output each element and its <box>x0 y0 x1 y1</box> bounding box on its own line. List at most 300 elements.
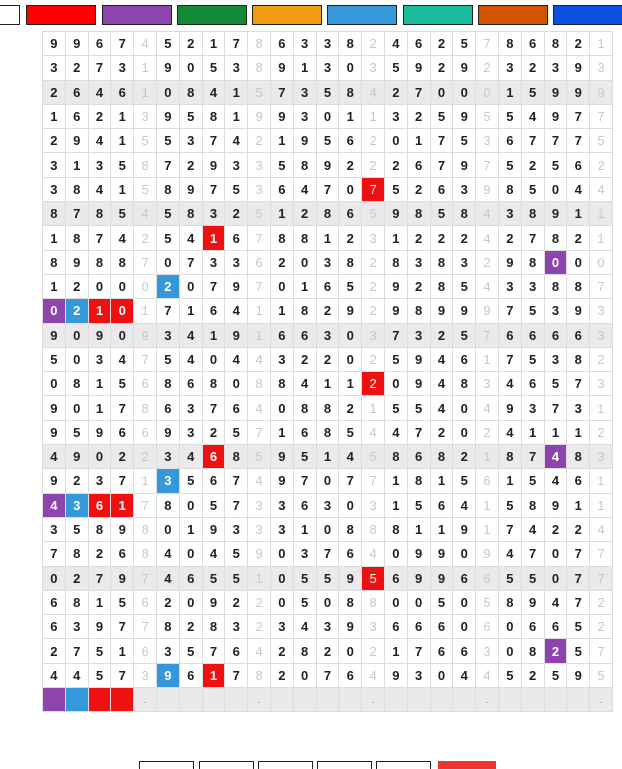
digit-cell[interactable]: 8 <box>65 542 88 566</box>
page-button-4[interactable] <box>317 761 372 769</box>
color-swatch-5[interactable] <box>327 5 397 25</box>
digit-cell[interactable]: 8 <box>430 445 453 469</box>
digit-cell[interactable]: 8 <box>567 347 590 371</box>
digit-cell[interactable]: 6 <box>339 202 362 226</box>
digit-cell[interactable]: 0 <box>339 639 362 663</box>
digit-cell[interactable]: 2 <box>430 32 453 56</box>
digit-cell[interactable]: 3 <box>407 323 430 347</box>
digit-cell[interactable]: 1 <box>179 299 202 323</box>
digit-cell[interactable]: 3 <box>567 396 590 420</box>
separator-cell[interactable]: 1 <box>590 32 613 56</box>
digit-cell[interactable]: 8 <box>270 372 293 396</box>
digit-cell[interactable]: 3 <box>521 274 544 298</box>
digit-cell[interactable]: 5 <box>453 274 476 298</box>
digit-cell[interactable]: 9 <box>567 80 590 104</box>
digit-cell[interactable]: 4 <box>544 445 567 469</box>
separator-cell[interactable]: 2 <box>362 639 385 663</box>
digit-cell[interactable]: 4 <box>384 420 407 444</box>
digit-cell[interactable]: 3 <box>179 129 202 153</box>
digit-cell[interactable]: 9 <box>43 323 66 347</box>
separator-cell[interactable]: 9 <box>248 104 271 128</box>
separator-cell[interactable]: 3 <box>590 372 613 396</box>
separator-cell[interactable]: 6 <box>134 639 157 663</box>
digit-cell[interactable]: 9 <box>544 493 567 517</box>
digit-cell[interactable]: 4 <box>43 445 66 469</box>
digit-cell[interactable]: 0 <box>43 299 66 323</box>
digit-cell[interactable]: 0 <box>202 347 225 371</box>
digit-cell[interactable]: 7 <box>567 566 590 590</box>
digit-cell[interactable]: 7 <box>156 299 179 323</box>
separator-cell[interactable]: 4 <box>248 347 271 371</box>
digit-cell[interactable]: 3 <box>316 32 339 56</box>
separator-cell[interactable]: 4 <box>362 663 385 687</box>
digit-cell[interactable]: 6 <box>179 663 202 687</box>
digit-cell[interactable]: 5 <box>225 177 248 201</box>
digit-cell[interactable]: 6 <box>111 80 134 104</box>
digit-cell[interactable]: 8 <box>43 250 66 274</box>
separator-cell[interactable]: 1 <box>590 396 613 420</box>
digit-cell[interactable]: 0 <box>293 250 316 274</box>
digit-cell[interactable]: 4 <box>430 396 453 420</box>
separator-cell[interactable]: 7 <box>590 542 613 566</box>
digit-cell[interactable]: 4 <box>339 445 362 469</box>
digit-cell[interactable]: 5 <box>202 56 225 80</box>
digit-cell[interactable]: 5 <box>316 566 339 590</box>
digit-cell[interactable]: 6 <box>339 542 362 566</box>
digit-cell[interactable]: 5 <box>111 372 134 396</box>
digit-cell[interactable]: 9 <box>339 299 362 323</box>
digit-cell[interactable]: 5 <box>498 663 521 687</box>
separator-cell[interactable]: 7 <box>248 274 271 298</box>
digit-cell[interactable]: 7 <box>202 639 225 663</box>
digit-cell[interactable]: 1 <box>316 226 339 250</box>
separator-cell[interactable]: 3 <box>590 299 613 323</box>
digit-cell[interactable]: 2 <box>430 420 453 444</box>
digit-cell[interactable]: 2 <box>43 639 66 663</box>
digit-cell[interactable]: 9 <box>430 299 453 323</box>
digit-cell[interactable]: 0 <box>43 566 66 590</box>
separator-cell[interactable]: 2 <box>134 226 157 250</box>
digit-cell[interactable]: 0 <box>384 372 407 396</box>
digit-cell[interactable]: 3 <box>156 445 179 469</box>
digit-cell[interactable]: 1 <box>270 202 293 226</box>
digit-cell[interactable]: 2 <box>270 639 293 663</box>
separator-cell[interactable]: 7 <box>590 566 613 590</box>
separator-cell[interactable]: 7 <box>476 323 499 347</box>
separator-cell[interactable]: 3 <box>590 56 613 80</box>
separator-cell[interactable]: 4 <box>362 80 385 104</box>
separator-cell[interactable]: 4 <box>590 517 613 541</box>
separator-cell[interactable]: 0 <box>590 250 613 274</box>
digit-cell[interactable]: 8 <box>430 250 453 274</box>
digit-cell[interactable]: 4 <box>225 129 248 153</box>
separator-cell[interactable]: 8 <box>248 32 271 56</box>
digit-cell[interactable]: 0 <box>544 177 567 201</box>
digit-cell[interactable]: 9 <box>498 250 521 274</box>
color-swatch-4[interactable] <box>252 5 322 25</box>
digit-cell[interactable]: 9 <box>156 420 179 444</box>
digit-cell[interactable]: 6 <box>430 493 453 517</box>
digit-cell[interactable]: 2 <box>202 420 225 444</box>
separator-cell[interactable]: 0 <box>134 274 157 298</box>
digit-cell[interactable]: 7 <box>407 639 430 663</box>
digit-cell[interactable]: 0 <box>111 299 134 323</box>
digit-cell[interactable]: 1 <box>202 226 225 250</box>
digit-cell[interactable]: 1 <box>407 129 430 153</box>
digit-cell[interactable]: 7 <box>270 80 293 104</box>
separator-cell[interactable]: 1 <box>476 445 499 469</box>
separator-cell[interactable]: 1 <box>134 56 157 80</box>
separator-cell[interactable]: 2 <box>476 56 499 80</box>
digit-cell[interactable]: 8 <box>293 153 316 177</box>
digit-cell[interactable]: 8 <box>384 445 407 469</box>
digit-cell[interactable]: 1 <box>202 663 225 687</box>
separator-cell[interactable]: 9 <box>134 323 157 347</box>
digit-cell[interactable]: 8 <box>65 372 88 396</box>
digit-cell[interactable]: 2 <box>316 347 339 371</box>
digit-cell[interactable]: 3 <box>43 177 66 201</box>
digit-cell[interactable]: 0 <box>453 542 476 566</box>
digit-cell[interactable]: 7 <box>225 663 248 687</box>
digit-cell[interactable]: 5 <box>88 639 111 663</box>
digit-cell[interactable]: 3 <box>407 663 430 687</box>
separator-cell[interactable]: 2 <box>362 299 385 323</box>
digit-cell[interactable]: 7 <box>156 153 179 177</box>
action-button[interactable] <box>438 761 496 769</box>
digit-cell[interactable]: 5 <box>293 590 316 614</box>
digit-cell[interactable]: 9 <box>270 56 293 80</box>
digit-cell[interactable]: 8 <box>88 202 111 226</box>
digit-cell[interactable]: 2 <box>65 566 88 590</box>
digit-cell[interactable]: 9 <box>384 299 407 323</box>
separator-cell[interactable]: 3 <box>362 493 385 517</box>
digit-cell[interactable]: 6 <box>453 566 476 590</box>
digit-cell[interactable]: 3 <box>65 493 88 517</box>
digit-cell[interactable]: 1 <box>202 323 225 347</box>
digit-cell[interactable]: 2 <box>339 226 362 250</box>
digit-cell[interactable]: 0 <box>270 590 293 614</box>
digit-cell[interactable]: 0 <box>156 80 179 104</box>
digit-cell[interactable]: 2 <box>225 590 248 614</box>
digit-cell[interactable]: 9 <box>65 32 88 56</box>
digit-cell[interactable]: 1 <box>88 590 111 614</box>
digit-cell[interactable]: 2 <box>293 347 316 371</box>
digit-cell[interactable]: 6 <box>407 445 430 469</box>
separator-cell[interactable]: 1 <box>134 469 157 493</box>
separator-cell[interactable]: 8 <box>134 542 157 566</box>
digit-cell[interactable]: 3 <box>293 32 316 56</box>
separator-cell[interactable]: 5 <box>362 445 385 469</box>
digit-cell[interactable]: 3 <box>88 469 111 493</box>
digit-cell[interactable]: 2 <box>225 202 248 226</box>
digit-cell[interactable] <box>316 688 339 712</box>
digit-cell[interactable]: 0 <box>453 396 476 420</box>
digit-cell[interactable]: 1 <box>293 274 316 298</box>
digit-cell[interactable]: 6 <box>270 323 293 347</box>
digit-cell[interactable]: 5 <box>179 639 202 663</box>
digit-cell[interactable]: 6 <box>65 80 88 104</box>
digit-cell[interactable]: 4 <box>88 129 111 153</box>
digit-cell[interactable]: 9 <box>339 615 362 639</box>
digit-cell[interactable] <box>225 688 248 712</box>
digit-cell[interactable]: 4 <box>88 177 111 201</box>
digit-cell[interactable]: 0 <box>179 493 202 517</box>
digit-cell[interactable]: 0 <box>453 420 476 444</box>
digit-cell[interactable]: 9 <box>567 299 590 323</box>
separator-cell[interactable]: 7 <box>476 153 499 177</box>
digit-cell[interactable]: 5 <box>384 56 407 80</box>
digit-cell[interactable]: 7 <box>544 129 567 153</box>
digit-cell[interactable] <box>156 688 179 712</box>
digit-cell[interactable]: 5 <box>111 153 134 177</box>
digit-cell[interactable]: 8 <box>156 493 179 517</box>
separator-cell[interactable]: 3 <box>134 663 157 687</box>
separator-cell[interactable]: 6 <box>248 250 271 274</box>
digit-cell[interactable]: 3 <box>225 615 248 639</box>
digit-cell[interactable]: 3 <box>43 153 66 177</box>
digit-cell[interactable]: 7 <box>521 542 544 566</box>
separator-cell[interactable]: 7 <box>248 420 271 444</box>
separator-cell[interactable]: 7 <box>134 250 157 274</box>
digit-cell[interactable] <box>407 688 430 712</box>
separator-cell[interactable]: 3 <box>590 445 613 469</box>
separator-cell[interactable]: 1 <box>362 104 385 128</box>
digit-cell[interactable] <box>179 688 202 712</box>
digit-cell[interactable]: 2 <box>430 56 453 80</box>
digit-cell[interactable]: 1 <box>88 372 111 396</box>
digit-cell[interactable]: 4 <box>544 469 567 493</box>
digit-cell[interactable]: 1 <box>225 104 248 128</box>
digit-cell[interactable]: 9 <box>453 517 476 541</box>
digit-cell[interactable]: 9 <box>225 323 248 347</box>
digit-cell[interactable]: 7 <box>384 323 407 347</box>
digit-cell[interactable]: 4 <box>498 372 521 396</box>
digit-cell[interactable]: 7 <box>521 226 544 250</box>
digit-cell[interactable]: 8 <box>384 250 407 274</box>
digit-cell[interactable]: 1 <box>88 396 111 420</box>
digit-cell[interactable]: 5 <box>498 566 521 590</box>
digit-cell[interactable]: 7 <box>339 469 362 493</box>
digit-cell[interactable]: 3 <box>88 347 111 371</box>
separator-cell[interactable]: 1 <box>134 299 157 323</box>
digit-cell[interactable]: 2 <box>156 274 179 298</box>
digit-cell[interactable] <box>339 688 362 712</box>
digit-cell[interactable]: 8 <box>293 639 316 663</box>
digit-cell[interactable]: 6 <box>521 372 544 396</box>
separator-cell[interactable]: 4 <box>476 202 499 226</box>
digit-cell[interactable]: 7 <box>202 396 225 420</box>
digit-cell[interactable]: 5 <box>111 590 134 614</box>
digit-cell[interactable]: 9 <box>293 129 316 153</box>
digit-cell[interactable]: 8 <box>293 396 316 420</box>
digit-cell[interactable]: 9 <box>88 323 111 347</box>
digit-cell[interactable]: 0 <box>498 615 521 639</box>
digit-cell[interactable]: 1 <box>65 153 88 177</box>
separator-cell[interactable]: 8 <box>248 372 271 396</box>
digit-cell[interactable]: 8 <box>407 469 430 493</box>
digit-cell[interactable]: 7 <box>88 56 111 80</box>
digit-cell[interactable]: 2 <box>88 104 111 128</box>
digit-cell[interactable]: 4 <box>179 323 202 347</box>
digit-cell[interactable]: 7 <box>498 347 521 371</box>
digit-cell[interactable]: 7 <box>521 129 544 153</box>
digit-cell[interactable]: 2 <box>270 663 293 687</box>
digit-cell[interactable]: 3 <box>407 250 430 274</box>
digit-cell[interactable]: 8 <box>407 299 430 323</box>
separator-cell[interactable]: 9 <box>476 177 499 201</box>
digit-cell[interactable]: 9 <box>156 663 179 687</box>
digit-cell[interactable]: 7 <box>316 177 339 201</box>
separator-cell[interactable]: 2 <box>590 347 613 371</box>
digit-cell[interactable]: 7 <box>567 129 590 153</box>
digit-cell[interactable]: 4 <box>88 80 111 104</box>
digit-cell[interactable] <box>544 688 567 712</box>
digit-cell[interactable]: 0 <box>270 566 293 590</box>
digit-cell[interactable]: 7 <box>407 80 430 104</box>
separator-cell[interactable]: 4 <box>134 202 157 226</box>
digit-cell[interactable]: 1 <box>202 32 225 56</box>
digit-cell[interactable]: 3 <box>225 517 248 541</box>
digit-cell[interactable]: 1 <box>179 517 202 541</box>
digit-cell[interactable]: 2 <box>339 153 362 177</box>
digit-cell[interactable]: 7 <box>567 372 590 396</box>
digit-cell[interactable]: 8 <box>316 396 339 420</box>
digit-cell[interactable]: 4 <box>111 226 134 250</box>
digit-cell[interactable]: 0 <box>88 445 111 469</box>
digit-cell[interactable]: 5 <box>43 347 66 371</box>
digit-cell[interactable]: 6 <box>270 177 293 201</box>
digit-cell[interactable]: 2 <box>270 250 293 274</box>
digit-cell[interactable]: 4 <box>202 80 225 104</box>
digit-cell[interactable]: 8 <box>430 274 453 298</box>
separator-cell[interactable]: 7 <box>134 615 157 639</box>
digit-cell[interactable]: 7 <box>65 639 88 663</box>
digit-cell[interactable]: 3 <box>316 615 339 639</box>
digit-cell[interactable]: 6 <box>43 590 66 614</box>
digit-cell[interactable]: 5 <box>430 590 453 614</box>
page-button-5[interactable] <box>376 761 431 769</box>
digit-cell[interactable]: 2 <box>65 56 88 80</box>
digit-cell[interactable]: 5 <box>521 177 544 201</box>
digit-cell[interactable]: 4 <box>43 663 66 687</box>
digit-cell[interactable]: 5 <box>156 347 179 371</box>
color-swatch-2[interactable] <box>102 5 172 25</box>
digit-cell[interactable]: 4 <box>65 663 88 687</box>
digit-cell[interactable]: 8 <box>65 177 88 201</box>
separator-cell[interactable]: 3 <box>248 517 271 541</box>
digit-cell[interactable]: 3 <box>544 56 567 80</box>
digit-cell[interactable]: 1 <box>88 299 111 323</box>
separator-cell[interactable]: 2 <box>590 420 613 444</box>
digit-cell[interactable]: 0 <box>544 250 567 274</box>
digit-cell[interactable]: 3 <box>270 615 293 639</box>
digit-cell[interactable]: 5 <box>202 566 225 590</box>
digit-cell[interactable]: 3 <box>202 250 225 274</box>
digit-cell[interactable]: 2 <box>179 153 202 177</box>
color-swatch-3[interactable] <box>177 5 247 25</box>
digit-cell[interactable]: 2 <box>453 226 476 250</box>
separator-cell[interactable]: 2 <box>248 590 271 614</box>
digit-cell[interactable]: 9 <box>156 104 179 128</box>
digit-cell[interactable]: 5 <box>567 639 590 663</box>
separator-cell[interactable]: 2 <box>362 153 385 177</box>
separator-cell[interactable]: 3 <box>248 177 271 201</box>
digit-cell[interactable]: 9 <box>156 56 179 80</box>
digit-cell[interactable]: 8 <box>202 372 225 396</box>
digit-cell[interactable]: 2 <box>65 299 88 323</box>
separator-cell[interactable]: 5 <box>134 129 157 153</box>
separator-cell[interactable]: 7 <box>590 639 613 663</box>
separator-cell[interactable]: 1 <box>248 323 271 347</box>
separator-cell[interactable]: 2 <box>362 274 385 298</box>
digit-cell[interactable]: 1 <box>407 517 430 541</box>
separator-cell[interactable]: 7 <box>134 493 157 517</box>
separator-cell[interactable]: 8 <box>134 396 157 420</box>
digit-cell[interactable]: 8 <box>293 299 316 323</box>
separator-cell[interactable]: 3 <box>362 323 385 347</box>
digit-cell[interactable]: 6 <box>544 323 567 347</box>
digit-cell[interactable]: 6 <box>111 542 134 566</box>
digit-cell[interactable]: 5 <box>225 566 248 590</box>
digit-cell[interactable]: 7 <box>567 104 590 128</box>
digit-cell[interactable]: 8 <box>316 420 339 444</box>
digit-cell[interactable]: 3 <box>453 177 476 201</box>
separator-cell[interactable]: 2 <box>248 615 271 639</box>
separator-cell[interactable]: 4 <box>590 177 613 201</box>
digit-cell[interactable]: 2 <box>293 202 316 226</box>
digit-cell[interactable]: 4 <box>567 177 590 201</box>
digit-cell[interactable]: 5 <box>453 323 476 347</box>
digit-cell[interactable]: 8 <box>43 202 66 226</box>
digit-cell[interactable]: 3 <box>156 639 179 663</box>
digit-cell[interactable]: 3 <box>111 56 134 80</box>
digit-cell[interactable]: 6 <box>179 566 202 590</box>
digit-cell[interactable]: 6 <box>521 615 544 639</box>
digit-cell[interactable]: 9 <box>407 566 430 590</box>
digit-cell[interactable]: 2 <box>43 80 66 104</box>
digit-cell[interactable] <box>430 688 453 712</box>
digit-cell[interactable]: 1 <box>384 469 407 493</box>
separator-cell[interactable]: 8 <box>248 56 271 80</box>
digit-cell[interactable]: 8 <box>270 226 293 250</box>
digit-cell[interactable]: 6 <box>430 615 453 639</box>
digit-cell[interactable]: 9 <box>384 202 407 226</box>
digit-cell[interactable]: 8 <box>567 445 590 469</box>
separator-cell[interactable]: 3 <box>362 56 385 80</box>
digit-cell[interactable]: 9 <box>339 566 362 590</box>
digit-cell[interactable]: 2 <box>498 226 521 250</box>
digit-cell[interactable]: 3 <box>521 396 544 420</box>
digit-cell[interactable] <box>88 688 111 712</box>
digit-cell[interactable]: 6 <box>270 32 293 56</box>
digit-cell[interactable]: 7 <box>111 469 134 493</box>
digit-cell[interactable]: 1 <box>498 80 521 104</box>
separator-cell[interactable]: 9 <box>476 542 499 566</box>
digit-cell[interactable]: 9 <box>270 445 293 469</box>
digit-cell[interactable]: 5 <box>567 615 590 639</box>
digit-cell[interactable]: 6 <box>544 615 567 639</box>
digit-cell[interactable] <box>521 688 544 712</box>
digit-cell[interactable]: 3 <box>316 56 339 80</box>
separator-cell[interactable]: 1 <box>476 347 499 371</box>
separator-cell[interactable]: 7 <box>476 32 499 56</box>
digit-cell[interactable]: 0 <box>339 347 362 371</box>
digit-cell[interactable]: 2 <box>567 32 590 56</box>
digit-cell[interactable]: 2 <box>65 274 88 298</box>
digit-cell[interactable]: 0 <box>384 129 407 153</box>
digit-cell[interactable]: 9 <box>65 250 88 274</box>
digit-cell[interactable]: 0 <box>179 542 202 566</box>
